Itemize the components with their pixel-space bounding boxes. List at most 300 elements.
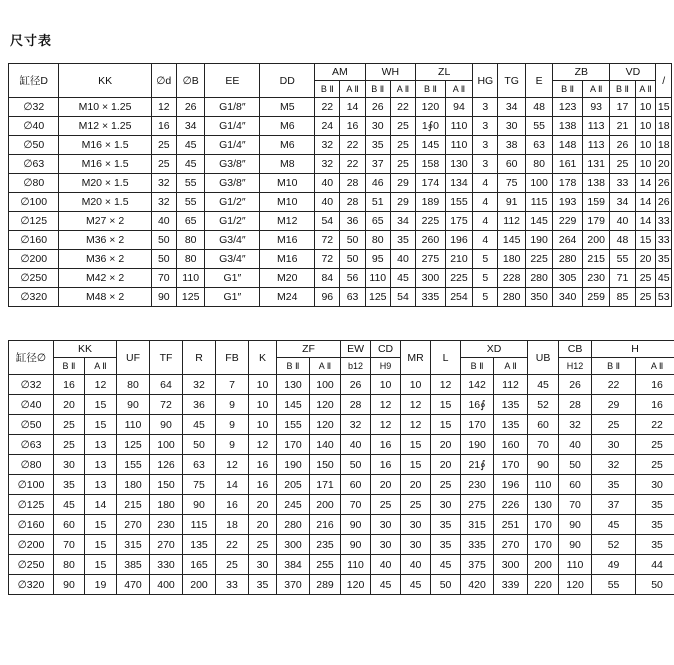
table-cell: 12	[371, 395, 401, 415]
table-cell: 110	[365, 269, 390, 288]
table-cell: 10	[249, 395, 277, 415]
table-cell: 251	[494, 515, 528, 535]
table-cell: 84	[315, 269, 340, 288]
table-cell: M48 × 2	[59, 288, 151, 307]
header-r: R	[183, 341, 216, 375]
table-cell: 190	[525, 231, 552, 250]
table-row	[9, 98, 672, 117]
table-cell: 200	[310, 495, 341, 515]
table-cell: 94	[445, 98, 472, 117]
table-cell: 35	[431, 515, 461, 535]
table-cell: 19	[85, 575, 117, 595]
table-cell: 123	[553, 98, 583, 117]
table-cell: 155	[445, 193, 472, 212]
table-cell: 25	[636, 435, 674, 455]
table-cell: 25	[635, 288, 656, 307]
table-cell: 16	[371, 455, 401, 475]
table-cell: 90	[151, 288, 176, 307]
table-cell: 40	[315, 174, 340, 193]
table-cell: 50	[340, 250, 365, 269]
sub-header-a: A Ⅱ	[340, 81, 365, 98]
bore-cell: ∅320	[9, 575, 54, 595]
table-cell: 230	[461, 475, 494, 495]
table-cell: 45	[183, 415, 216, 435]
table-cell: 20	[431, 435, 461, 455]
table-cell: 30	[431, 495, 461, 515]
sub-header-cb: H12	[559, 358, 592, 375]
table-cell: 150	[150, 475, 183, 495]
table-cell: 12	[401, 395, 431, 415]
bore-cell: ∅200	[9, 250, 59, 269]
table-cell: 33	[216, 575, 249, 595]
table-cell: 70	[528, 435, 559, 455]
bore-cell: ∅63	[9, 435, 54, 455]
table-cell: 196	[494, 475, 528, 495]
table-cell: M8	[260, 155, 315, 174]
table-row	[9, 395, 674, 415]
table-cell: 1∮0	[416, 117, 446, 136]
table-cell: M16	[260, 231, 315, 250]
table-row	[9, 193, 672, 212]
table-cell: 35	[636, 535, 674, 555]
table-cell: 115	[183, 515, 216, 535]
bore-cell: ∅125	[9, 212, 59, 231]
table-cell: 60	[559, 475, 592, 495]
table-cell: 280	[553, 250, 583, 269]
table-cell: M42 × 2	[59, 269, 151, 288]
table-cell: 22	[216, 535, 249, 555]
table-cell: 180	[498, 250, 525, 269]
table-cell: 15	[656, 98, 672, 117]
table-cell: 18	[656, 117, 672, 136]
header-wh: WH	[365, 64, 415, 81]
table-cell: 50	[636, 575, 674, 595]
table-cell: 4	[473, 212, 498, 231]
table-cell: M16	[260, 250, 315, 269]
table-cell: 70	[341, 495, 371, 515]
table-cell: 35	[636, 495, 674, 515]
table-cell: 15	[85, 515, 117, 535]
table-cell: 55	[592, 575, 636, 595]
table-cell: 32	[151, 193, 176, 212]
table-cell: 220	[528, 575, 559, 595]
sub-header-b: B Ⅱ	[416, 81, 446, 98]
table-cell: 22	[315, 98, 340, 117]
bore-cell: ∅100	[9, 193, 59, 212]
table-cell: 190	[277, 455, 310, 475]
table-cell: 85	[610, 288, 635, 307]
table-cell: 70	[559, 495, 592, 515]
table-cell: 10	[635, 136, 656, 155]
table-cell: 26	[610, 136, 635, 155]
table-cell: 32	[183, 375, 216, 395]
table-cell: 13	[85, 475, 117, 495]
table-cell: 4	[473, 231, 498, 250]
table-cell: 315	[117, 535, 150, 555]
table-cell: 110	[559, 555, 592, 575]
bore-cell: ∅80	[9, 174, 59, 193]
table-cell: 171	[310, 475, 341, 495]
table-cell: 14	[340, 98, 365, 117]
header-k: K	[249, 341, 277, 375]
table-cell: 25	[249, 535, 277, 555]
table-cell: 134	[445, 174, 472, 193]
sub-header-cd: H9	[371, 358, 401, 375]
table-cell: 25	[592, 415, 636, 435]
table-row	[9, 136, 672, 155]
table-cell: 50	[151, 250, 176, 269]
table-cell: 60	[528, 415, 559, 435]
table-cell: 90	[54, 575, 85, 595]
table-cell: 375	[461, 555, 494, 575]
table-cell: 155	[117, 455, 150, 475]
table-cell: 26	[559, 375, 592, 395]
table-row	[9, 535, 674, 555]
table-cell: 170	[277, 435, 310, 455]
table-cell: 80	[525, 155, 552, 174]
table-cell: 4	[473, 193, 498, 212]
table-cell: 200	[582, 231, 609, 250]
table-cell: 300	[416, 269, 446, 288]
table-cell: 160	[494, 435, 528, 455]
table-cell: 55	[525, 117, 552, 136]
table-cell: 260	[416, 231, 446, 250]
table-cell: 34	[176, 117, 205, 136]
table-cell: 130	[277, 375, 310, 395]
table-cell: 225	[416, 212, 446, 231]
table-cell: 26	[176, 98, 205, 117]
table-cell: M6	[260, 117, 315, 136]
table-cell: 179	[582, 212, 609, 231]
table-row	[9, 250, 672, 269]
table-cell: G3/8″	[205, 155, 260, 174]
table-cell: 245	[277, 495, 310, 515]
header-h: H	[592, 341, 674, 358]
table-cell: 36	[340, 212, 365, 231]
table-cell: 225	[445, 269, 472, 288]
table-cell: 12	[401, 415, 431, 435]
sub-header-b: B Ⅱ	[277, 358, 310, 375]
sub-header-b: B Ⅱ	[315, 81, 340, 98]
header-am: AM	[315, 64, 365, 81]
table-cell: 10	[635, 117, 656, 136]
table-cell: 50	[559, 455, 592, 475]
header-kk: KK	[54, 341, 117, 358]
header-bore: 缸径D	[9, 64, 59, 98]
table-cell: 138	[582, 174, 609, 193]
table-cell: 16	[216, 495, 249, 515]
table-cell: 30	[371, 535, 401, 555]
table-cell: 20	[431, 455, 461, 475]
table-cell: 30	[592, 435, 636, 455]
table-cell: M27 × 2	[59, 212, 151, 231]
table-cell: 30	[54, 455, 85, 475]
table-cell: 55	[176, 174, 205, 193]
table-cell: 48	[610, 231, 635, 250]
table-cell: 90	[183, 495, 216, 515]
table-cell: 300	[277, 535, 310, 555]
table-cell: 22	[340, 136, 365, 155]
table-cell: 174	[416, 174, 446, 193]
table-cell: 26	[656, 193, 672, 212]
table-row	[9, 288, 672, 307]
table-cell: 80	[365, 231, 390, 250]
table-cell: 10	[635, 98, 656, 117]
table-cell: 50	[151, 231, 176, 250]
table-cell: 20	[401, 475, 431, 495]
table-cell: 35	[431, 535, 461, 555]
table-cell: 26	[341, 375, 371, 395]
table-cell: 12	[431, 375, 461, 395]
table-cell: 35	[365, 136, 390, 155]
table-cell: 112	[498, 212, 525, 231]
table-cell: 20	[249, 515, 277, 535]
table-cell: 289	[310, 575, 341, 595]
table-cell: 35	[636, 515, 674, 535]
table-row	[9, 575, 674, 595]
table-cell: 254	[445, 288, 472, 307]
table-cell: 30	[401, 515, 431, 535]
table-cell: 30	[498, 117, 525, 136]
header-uf: UF	[117, 341, 150, 375]
table-cell: 32	[559, 415, 592, 435]
table-cell: 15	[85, 395, 117, 415]
table-cell: 28	[559, 395, 592, 415]
table-cell: 18	[656, 136, 672, 155]
table-cell: 161	[553, 155, 583, 174]
table-cell: 16	[54, 375, 85, 395]
table-cell: 20	[656, 155, 672, 174]
table-cell: 20	[249, 495, 277, 515]
table-cell: 50	[340, 231, 365, 250]
sub-header-a: A Ⅱ	[635, 81, 656, 98]
table-row	[9, 155, 672, 174]
table-cell: 28	[340, 174, 365, 193]
table-cell: 120	[310, 415, 341, 435]
header-mr: MR	[401, 341, 431, 375]
table-cell: 29	[592, 395, 636, 415]
table-cell: 110	[341, 555, 371, 575]
bore-cell: ∅100	[9, 475, 54, 495]
table-cell: 29	[390, 174, 415, 193]
table-cell: 93	[582, 98, 609, 117]
table-cell: 235	[310, 535, 341, 555]
table-cell: 12	[85, 375, 117, 395]
table-cell: 64	[150, 375, 183, 395]
table-cell: 32	[151, 174, 176, 193]
bore-cell: ∅320	[9, 288, 59, 307]
table-cell: 16	[340, 117, 365, 136]
table-cell: 3	[473, 117, 498, 136]
table-cell: 384	[277, 555, 310, 575]
table-cell: 120	[341, 575, 371, 595]
table-cell: 90	[528, 455, 559, 475]
header-ew: EW	[341, 341, 371, 358]
table-cell: 10	[371, 375, 401, 395]
table-cell: 72	[315, 231, 340, 250]
table-cell: 12	[216, 455, 249, 475]
header-bore: 缸径∅	[9, 341, 54, 375]
table-cell: 135	[494, 415, 528, 435]
table-cell: 90	[559, 515, 592, 535]
table-cell: 15	[85, 415, 117, 435]
table-cell: 280	[498, 288, 525, 307]
table-cell: 40	[341, 435, 371, 455]
table-cell: 200	[528, 555, 559, 575]
table-cell: 270	[494, 535, 528, 555]
table-cell: 138	[553, 117, 583, 136]
table-cell: M16 × 1.5	[59, 155, 151, 174]
table-cell: 14	[85, 495, 117, 515]
table-row	[9, 435, 674, 455]
table-cell: 215	[117, 495, 150, 515]
table-cell: M10 × 1.25	[59, 98, 151, 117]
table-cell: 100	[310, 375, 341, 395]
table-cell: 46	[365, 174, 390, 193]
table-cell: 34	[390, 212, 415, 231]
bore-cell: ∅40	[9, 117, 59, 136]
bore-cell: ∅80	[9, 455, 54, 475]
table-cell: 37	[365, 155, 390, 174]
table-cell: 215	[582, 250, 609, 269]
table-cell: 145	[498, 231, 525, 250]
table-cell: 20	[54, 395, 85, 415]
table-cell: 34	[610, 193, 635, 212]
table-row	[9, 174, 672, 193]
bore-cell: ∅50	[9, 415, 54, 435]
sub-header-a: A Ⅱ	[582, 81, 609, 98]
table-cell: 45	[656, 269, 672, 288]
table-cell: 210	[445, 250, 472, 269]
table-cell: 25	[390, 136, 415, 155]
table-cell: 65	[176, 212, 205, 231]
table-cell: 120	[559, 575, 592, 595]
table-cell: 165	[183, 555, 216, 575]
table-cell: 228	[498, 269, 525, 288]
header-l: L	[431, 341, 461, 375]
sub-header-b: B Ⅱ	[365, 81, 390, 98]
bore-cell: ∅250	[9, 555, 54, 575]
table-cell: 40	[559, 435, 592, 455]
table-cell: 25	[54, 435, 85, 455]
sub-header-b: B Ⅱ	[553, 81, 583, 98]
table-cell: 40	[371, 555, 401, 575]
table-cell: 280	[277, 515, 310, 535]
table-cell: 15	[431, 395, 461, 415]
table-cell: 10	[401, 375, 431, 395]
table-cell: 40	[151, 212, 176, 231]
table-row	[9, 375, 674, 395]
table-cell: M24	[260, 288, 315, 307]
table-cell: 25	[54, 415, 85, 435]
table-cell: 339	[494, 575, 528, 595]
table-cell: 14	[635, 212, 656, 231]
table-cell: 90	[150, 415, 183, 435]
header-tg: TG	[498, 64, 525, 98]
table-cell: 305	[553, 269, 583, 288]
table-cell: 22	[340, 155, 365, 174]
table-cell: 50	[183, 435, 216, 455]
header-zl: ZL	[416, 64, 473, 81]
table-row	[9, 555, 674, 575]
table-cell: 45	[390, 269, 415, 288]
table-cell: 135	[183, 535, 216, 555]
table-cell: 28	[341, 395, 371, 415]
table-cell: 148	[553, 136, 583, 155]
table-cell: G1″	[205, 288, 260, 307]
table-cell: 200	[183, 575, 216, 595]
table-cell: 35	[390, 231, 415, 250]
table-cell: G1/4″	[205, 136, 260, 155]
table-cell: 14	[635, 174, 656, 193]
table-cell: 370	[277, 575, 310, 595]
table-cell: 180	[117, 475, 150, 495]
table-cell: 5	[473, 250, 498, 269]
table-cell: 15	[431, 415, 461, 435]
bore-cell: ∅200	[9, 535, 54, 555]
sub-header-a: A Ⅱ	[445, 81, 472, 98]
table-cell: 110	[445, 136, 472, 155]
table-cell: 255	[310, 555, 341, 575]
table-cell: 95	[365, 250, 390, 269]
dimension-table-1	[8, 63, 672, 307]
table-cell: 71	[610, 269, 635, 288]
table-cell: 26	[365, 98, 390, 117]
table-cell: 420	[461, 575, 494, 595]
table-cell: 29	[390, 193, 415, 212]
table-cell: 115	[525, 193, 552, 212]
table-cell: 35	[592, 475, 636, 495]
table-cell: 12	[249, 435, 277, 455]
table-cell: 21∮	[461, 455, 494, 475]
table-cell: 140	[310, 435, 341, 455]
table-cell: 70	[151, 269, 176, 288]
table-cell: 33	[656, 212, 672, 231]
table-cell: 130	[445, 155, 472, 174]
bore-cell: ∅160	[9, 515, 54, 535]
table-cell: 125	[117, 435, 150, 455]
table-cell: 130	[528, 495, 559, 515]
table-cell: 25	[371, 495, 401, 515]
table-cell: 90	[559, 535, 592, 555]
table-cell: 158	[416, 155, 446, 174]
table-cell: 13	[85, 455, 117, 475]
table-cell: 49	[592, 555, 636, 575]
table-cell: 80	[176, 231, 205, 250]
table-cell: 385	[117, 555, 150, 575]
table-cell: 25	[401, 495, 431, 515]
table-row	[9, 475, 674, 495]
bore-cell: ∅32	[9, 375, 54, 395]
table-cell: 10	[635, 155, 656, 174]
table-cell: 100	[525, 174, 552, 193]
table-cell: 60	[498, 155, 525, 174]
table-cell: 45	[431, 555, 461, 575]
table-cell: 90	[341, 515, 371, 535]
table-cell: 110	[176, 269, 205, 288]
bore-cell: ∅160	[9, 231, 59, 250]
table-cell: 32	[592, 455, 636, 475]
table-cell: 48	[525, 98, 552, 117]
table-cell: 230	[150, 515, 183, 535]
table-cell: 96	[315, 288, 340, 307]
header-cb: CB	[559, 341, 592, 358]
table-cell: 110	[117, 415, 150, 435]
header-xd: XD	[461, 341, 528, 358]
table-cell: 16	[636, 395, 674, 415]
table-cell: 196	[445, 231, 472, 250]
table-cell: 12	[151, 98, 176, 117]
